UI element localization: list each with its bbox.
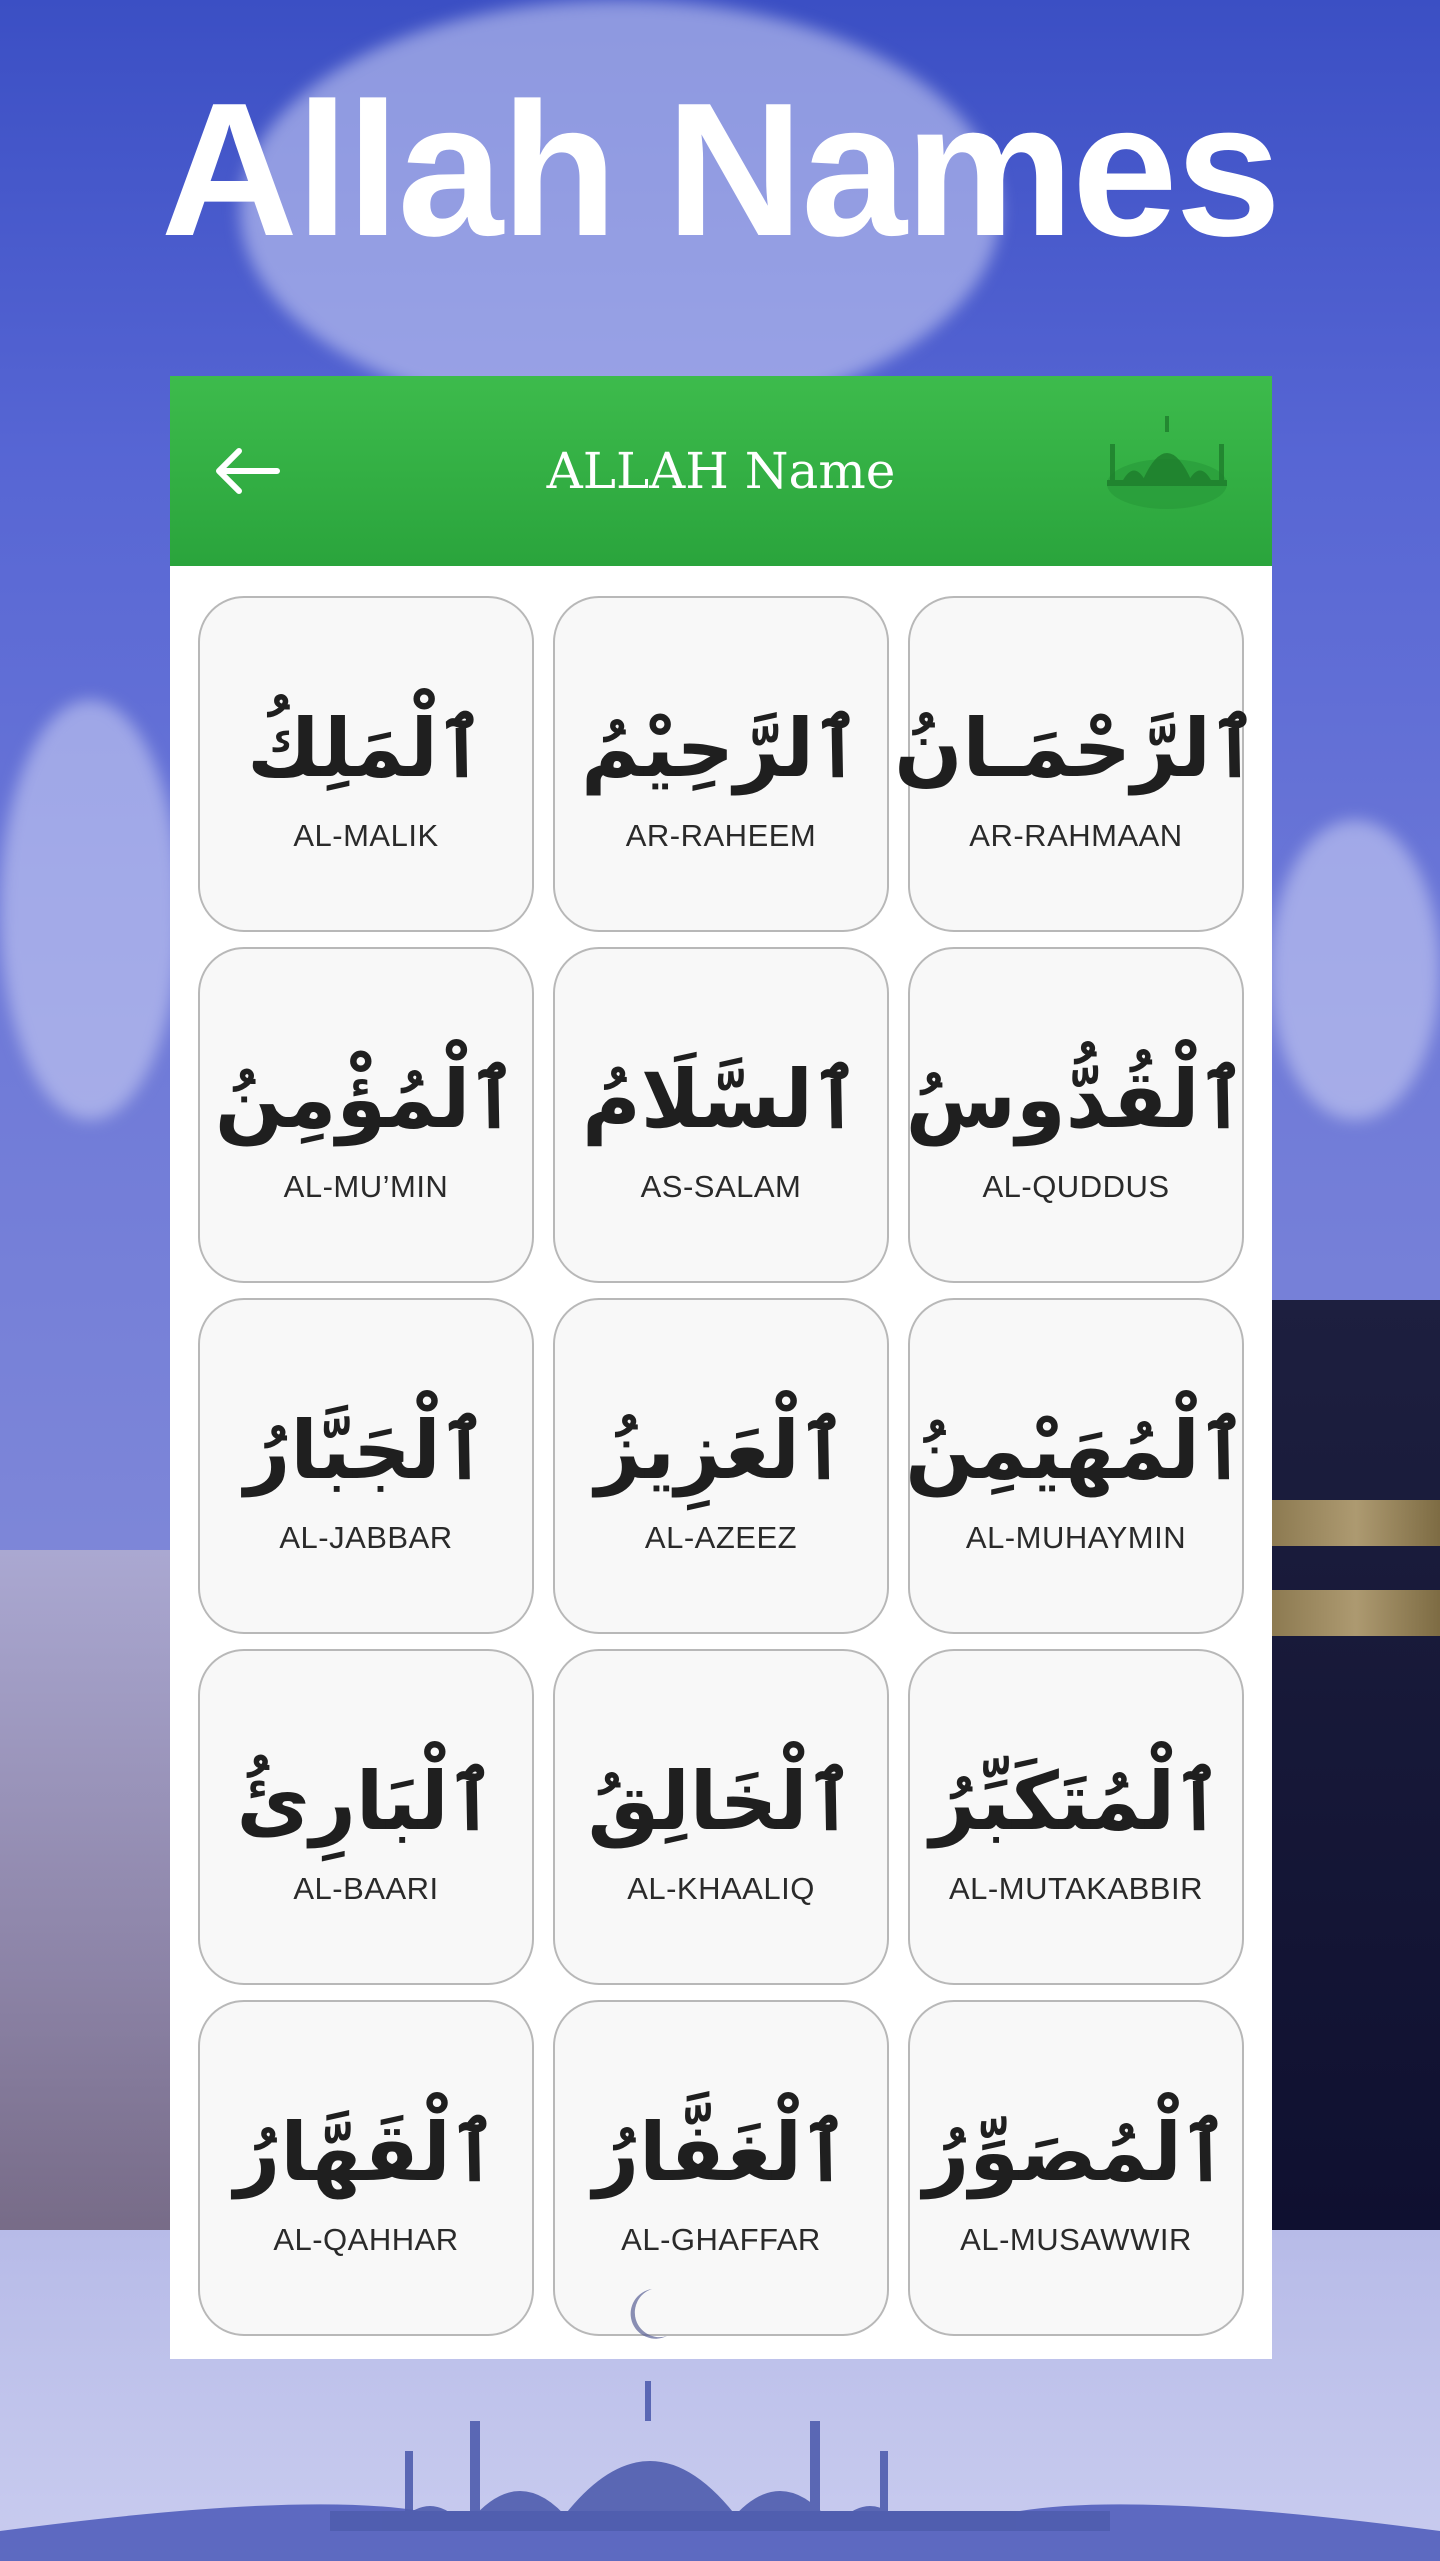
transliteration-label: AL-GHAFFAR [621, 2222, 821, 2257]
transliteration-label: AL-MUTAKABBIR [949, 1871, 1203, 1906]
back-button[interactable] [206, 431, 286, 511]
name-card[interactable] [198, 1649, 534, 1985]
transliteration-label: AL-BAARI [293, 1871, 439, 1906]
transliteration-label: AL-KHAALIQ [627, 1871, 815, 1906]
name-card[interactable] [198, 1298, 534, 1634]
arabic-name: ٱلرَّحِيْمُ [581, 702, 861, 795]
background-kaaba-band [1272, 1590, 1440, 1636]
background-mosque-building [0, 1550, 170, 2250]
transliteration-label: AL-MALIK [293, 818, 439, 853]
mosque-silhouette-icon [0, 2341, 1440, 2561]
transliteration-label: AL-QUDDUS [982, 1169, 1170, 1204]
transliteration-label: AR-RAHMAAN [969, 818, 1183, 853]
transliteration-label: AL-AZEEZ [644, 1520, 798, 1555]
arabic-name: ٱلْجَبَّارُ [244, 1404, 488, 1497]
app-screen [170, 376, 1272, 2359]
name-card[interactable] [553, 596, 889, 932]
name-card[interactable] [553, 947, 889, 1283]
transliteration-label: AS-SALAM [640, 1169, 802, 1204]
name-card[interactable] [908, 1649, 1244, 1985]
background-cloud [0, 700, 180, 1120]
name-card[interactable] [198, 947, 534, 1283]
transliteration-label: AL-MUSAWWIR [960, 2222, 1192, 2257]
name-card[interactable] [905, 1298, 1247, 1634]
transliteration-label: AL-QAHHAR [273, 2222, 459, 2257]
arabic-name: ٱلْمَلِكُ [247, 702, 485, 795]
background-cloud [1270, 820, 1440, 1120]
name-card[interactable] [894, 596, 1258, 932]
arrow-left-icon [211, 446, 281, 496]
arabic-name: ٱلْخَالِقُ [587, 1755, 855, 1848]
app-bar [170, 376, 1272, 566]
name-card[interactable] [553, 2000, 889, 2336]
name-card[interactable] [198, 596, 534, 932]
names-grid [198, 596, 1258, 2336]
name-card[interactable] [198, 2000, 534, 2336]
arabic-name: ٱلْمُتَكَبِّرُ [929, 1755, 1223, 1848]
app-bar-title: ALLAH Name [546, 442, 896, 500]
background-kaaba [1272, 1300, 1440, 2230]
name-card[interactable] [905, 947, 1247, 1283]
transliteration-label: AL-MUHAYMIN [965, 1520, 1187, 1555]
arabic-name: ٱلْمُؤْمِنُ [214, 1053, 518, 1146]
transliteration-label: AL-JABBAR [279, 1520, 453, 1555]
transliteration-label: AR-RAHEEM [625, 818, 817, 853]
arabic-name: ٱلرَّحْمَـانُ [894, 702, 1258, 795]
name-card[interactable] [553, 1298, 889, 1634]
arabic-name: ٱلْعَزِيزُ [595, 1404, 847, 1497]
transliteration-label: AL-MU’MIN [283, 1169, 449, 1204]
banner-title: Allah Names [160, 64, 1280, 276]
crescent-icon [622, 2284, 672, 2344]
arabic-name: ٱلْقَهَّارُ [234, 2106, 498, 2199]
arabic-name: ٱلْمُهَيْمِنُ [905, 1404, 1247, 1497]
background-kaaba-band [1272, 1500, 1440, 1546]
arabic-name: ٱلْقُدُّوسُ [905, 1053, 1247, 1146]
arabic-name: ٱلسَّلَامُ [582, 1053, 860, 1146]
name-card[interactable] [908, 2000, 1244, 2336]
arabic-name: ٱلْغَفَّارُ [593, 2106, 849, 2199]
arabic-name: ٱلْمُصَوِّرُ [923, 2106, 1229, 2199]
arabic-name: ٱلْبَارِئُ [236, 1755, 496, 1848]
name-card[interactable] [553, 1649, 889, 1985]
mosque-icon [1102, 404, 1232, 514]
